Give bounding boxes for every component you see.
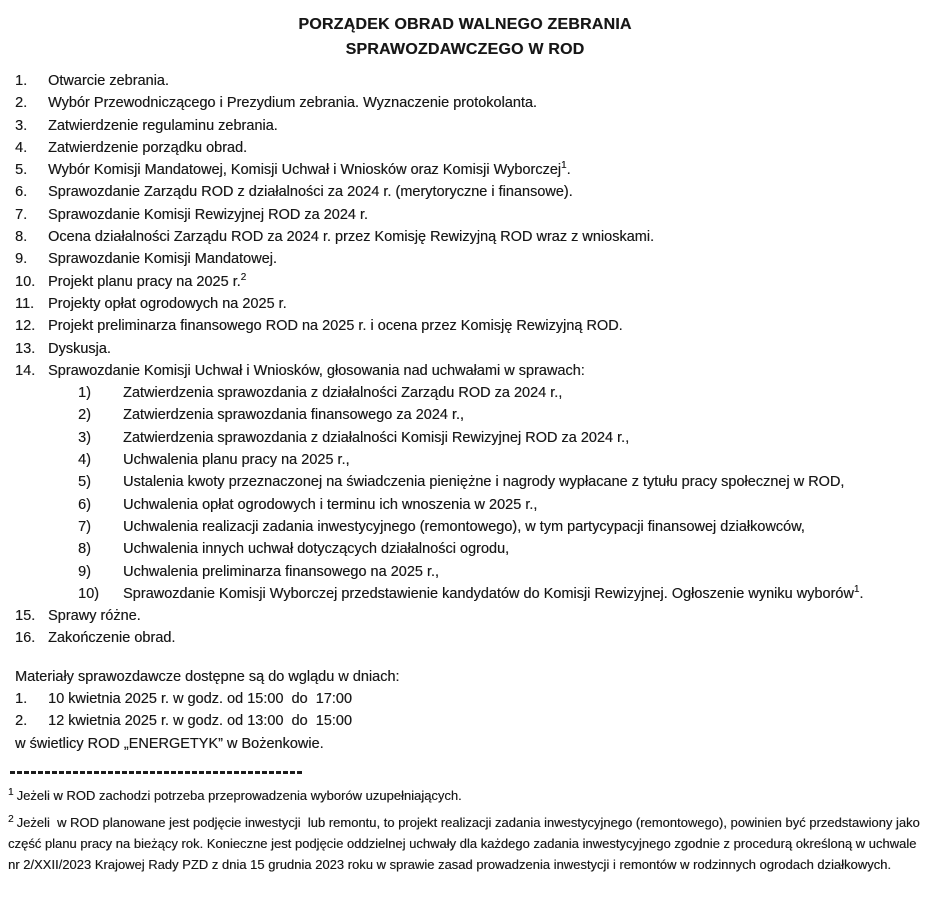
agenda-item-text bbox=[48, 293, 922, 315]
footnote bbox=[8, 785, 922, 806]
agenda-item bbox=[8, 293, 922, 315]
agenda-subitem bbox=[8, 583, 922, 605]
agenda-item-text-main: Sprawozdanie Komisji Mandatowej. bbox=[48, 251, 277, 268]
document-title-line-1: PORZĄDEK OBRAD WALNEGO ZEBRANIA bbox=[298, 16, 632, 33]
agenda-item-number: 12. bbox=[15, 318, 36, 335]
agenda-subitem bbox=[8, 382, 922, 404]
materials-dates bbox=[8, 688, 922, 733]
agenda-subitem-text bbox=[123, 583, 922, 605]
agenda-subitem-number: 1) bbox=[78, 385, 91, 402]
agenda-item-text bbox=[48, 248, 922, 270]
agenda-item-text-main: Zakończenie obrad. bbox=[48, 630, 176, 647]
agenda-item-text-main: Wybór Przewodniczącego i Prezydium zebrania. Wyznaczenie protokolanta. bbox=[48, 95, 537, 112]
agenda-item bbox=[8, 226, 922, 248]
agenda-subitem-text bbox=[123, 382, 922, 404]
footnote bbox=[8, 812, 922, 875]
agenda-item bbox=[8, 627, 922, 649]
footnote-ref: 2 bbox=[240, 271, 247, 283]
agenda-item-text-main: Zatwierdzenie porządku obrad. bbox=[48, 139, 248, 156]
agenda-item-number: 9. bbox=[15, 251, 28, 268]
agenda-item-text-main: Otwarcie zebrania. bbox=[48, 73, 169, 89]
agenda-subitem-number: 2) bbox=[78, 407, 91, 424]
agenda-subitem-text bbox=[123, 471, 922, 493]
agenda-item-number: 15. bbox=[15, 608, 36, 625]
agenda-subitem-text bbox=[123, 561, 922, 583]
agenda-subitem-text bbox=[123, 494, 922, 516]
agenda-item-text bbox=[48, 315, 922, 337]
agenda-item-text-main: Sprawozdanie Komisji Uchwał i Wniosków, głosowania nad uchwałami w sprawach: bbox=[48, 362, 585, 379]
materials-date-number: 1. bbox=[15, 691, 28, 708]
agenda-item-text bbox=[48, 137, 922, 159]
agenda-item bbox=[8, 315, 922, 337]
agenda-item bbox=[8, 181, 922, 203]
agenda-item-text-main: Projekty opłat ogrodowych na 2025 r. bbox=[48, 295, 287, 312]
agenda-item bbox=[8, 204, 922, 226]
agenda-subitem-text bbox=[123, 404, 922, 426]
materials-date bbox=[8, 710, 922, 732]
footnote-ref: 1 bbox=[853, 584, 860, 595]
agenda-item-number: 16. bbox=[15, 630, 36, 647]
agenda-item-text-main: Dyskusja. bbox=[48, 340, 111, 357]
footnote-text: Jeżeli w ROD planowane jest podjęcie inwestycji lub remontu, to projekt realizacji zadania inwestycyjnego (remontowego), powinien być przedstawiony jako część planu pracy na bieżący rok. Konieczne jest podjęcie oddzielnej uchwały dla każdego zadania inwestycyjnego zgodnie z procedurą określoną w uchwale nr 2/XXII/2023 Krajowej Rady PZD z dnia 15 grudnia 2023 roku w sprawie zasad prowadzenia inwestycji i remontów w rodzinnych ogrodach działkowych. bbox=[8, 814, 924, 872]
agenda-item-text-main: Projekt preliminarza finansowego ROD na 2025 r. i ocena przez Komisję Rewizyjną ROD. bbox=[48, 318, 623, 335]
footnote-marker: 1 bbox=[8, 786, 14, 798]
agenda-item bbox=[8, 92, 922, 114]
agenda-subitem-text-main: Sprawozdanie Komisji Wyborczej przedstawienie kandydatów do Komisji Rewizyjnej. Ogłoszenie wyniku wyborów bbox=[123, 585, 854, 602]
agenda-item-text bbox=[48, 204, 922, 226]
agenda-item-text-main: Sprawy różne. bbox=[48, 608, 141, 625]
agenda-item-text bbox=[48, 92, 922, 114]
agenda-item-number: 11. bbox=[15, 295, 35, 312]
agenda-subitem-text bbox=[123, 427, 922, 449]
agenda-item-number: 3. bbox=[15, 117, 28, 134]
agenda-subitem bbox=[8, 449, 922, 471]
footnote-text: Jeżeli w ROD zachodzi potrzeba przeprowadzenia wyborów uzupełniających. bbox=[16, 787, 462, 803]
agenda-subitem-text-tail: . bbox=[859, 585, 864, 602]
agenda-subitem bbox=[8, 427, 922, 449]
agenda-subitem-text-main: Zatwierdzenia sprawozdania z działalności Komisji Rewizyjnej ROD za 2024 r., bbox=[123, 429, 630, 446]
agenda-item-text bbox=[48, 627, 922, 649]
agenda-item-text bbox=[48, 159, 922, 181]
agenda-item bbox=[8, 360, 922, 382]
agenda-item-text-main: Ocena działalności Zarządu ROD za 2024 r. przez Komisję Rewizyjną ROD wraz z wnioskami. bbox=[48, 229, 654, 246]
agenda-item-text bbox=[48, 360, 922, 382]
materials-date-number: 2. bbox=[15, 713, 28, 730]
agenda-item-text-main: Wybór Komisji Mandatowej, Komisji Uchwał i Wniosków oraz Komisji Wyborczej bbox=[48, 162, 562, 179]
agenda-subitem-text-main: Uchwalenia innych uchwał dotyczących działalności ogrodu, bbox=[123, 541, 510, 558]
materials-date-text bbox=[48, 688, 922, 710]
agenda-subitem-text bbox=[123, 538, 922, 560]
agenda-item bbox=[8, 159, 922, 181]
agenda-item-number: 10. bbox=[15, 273, 36, 290]
agenda-subitem-text bbox=[123, 449, 922, 471]
footnote-marker: 2 bbox=[8, 813, 14, 825]
agenda-subitem-number: 4) bbox=[78, 452, 91, 469]
agenda-item-number: 13. bbox=[15, 340, 36, 357]
agenda-subitem-number: 7) bbox=[78, 518, 91, 535]
agenda-item-number: 1. bbox=[15, 73, 28, 89]
agenda-subitem-text-main: Uchwalenia preliminarza finansowego na 2025 r., bbox=[123, 563, 439, 580]
materials-date-text bbox=[48, 710, 922, 732]
agenda-item-text bbox=[48, 271, 922, 293]
agenda-item-text bbox=[48, 226, 922, 248]
agenda-subitem-number: 3) bbox=[78, 429, 91, 446]
agenda-item-number: 5. bbox=[15, 162, 28, 179]
agenda-item bbox=[8, 271, 922, 293]
agenda-subitem bbox=[8, 404, 922, 426]
agenda-subitem-number: 5) bbox=[78, 474, 91, 491]
agenda-item-text bbox=[48, 181, 922, 203]
agenda-item-text bbox=[48, 338, 922, 360]
agenda-subitem-text-main: Uchwalenia realizacji zadania inwestycyjnego (remontowego), w tym partycypacji finansowej działkowców, bbox=[123, 518, 805, 535]
agenda-item-text bbox=[48, 70, 922, 92]
agenda-item-number: 6. bbox=[15, 184, 28, 201]
footnotes-section bbox=[8, 785, 922, 875]
agenda-list bbox=[8, 70, 922, 650]
agenda-item bbox=[8, 115, 922, 137]
agenda-item bbox=[8, 137, 922, 159]
agenda-item-number: 4. bbox=[15, 139, 28, 156]
agenda-subitem-text bbox=[123, 516, 922, 538]
materials-section bbox=[8, 666, 922, 755]
agenda-subitem-number: 6) bbox=[78, 496, 91, 513]
agenda-subitem-text-main: Zatwierdzenia sprawozdania finansowego za 2024 r., bbox=[123, 407, 464, 424]
materials-date bbox=[8, 688, 922, 710]
agenda-item-text-main: Sprawozdanie Zarządu ROD z działalności za 2024 r. (merytoryczne i finansowe). bbox=[48, 184, 573, 201]
agenda-item-number: 2. bbox=[15, 95, 28, 112]
agenda-subitem-text-main: Ustalenia kwoty przeznaczonej na świadczenia pieniężne i nagrody wypłacane z tytułu pracy społecznej w ROD, bbox=[123, 474, 845, 491]
agenda-subitem bbox=[8, 516, 922, 538]
materials-location: w świetlicy ROD „ENERGETYK” w Bożenkowie. bbox=[15, 735, 324, 752]
agenda-item-text-tail: . bbox=[566, 162, 571, 179]
agenda-item-number: 7. bbox=[15, 206, 28, 223]
agenda-subitem-number: 8) bbox=[78, 541, 91, 558]
agenda-item-number: 8. bbox=[15, 229, 28, 246]
agenda-subitem-text-main: Zatwierdzenia sprawozdania z działalności Zarządu ROD za 2024 r., bbox=[123, 385, 563, 402]
agenda-item bbox=[8, 605, 922, 627]
agenda-item bbox=[8, 70, 922, 92]
agenda-subitem bbox=[8, 471, 922, 493]
agenda-subitem bbox=[8, 561, 922, 583]
agenda-subitem-number: 9) bbox=[78, 563, 91, 580]
agenda-subitem-number: 10) bbox=[78, 585, 99, 602]
agenda-item-text-main: Projekt planu pracy na 2025 r. bbox=[48, 273, 241, 290]
agenda-item-text-main: Sprawozdanie Komisji Rewizyjnej ROD za 2024 r. bbox=[48, 206, 368, 223]
materials-intro: Materiały sprawozdawcze dostępne są do wglądu w dniach: bbox=[15, 668, 400, 685]
footnote-ref: 1 bbox=[561, 160, 567, 172]
footnote-separator bbox=[10, 771, 302, 774]
agenda-subitem-text-main: Uchwalenia opłat ogrodowych i terminu ich wnoszenia w 2025 r., bbox=[123, 496, 538, 513]
materials-date-text-main: 12 kwietnia 2025 r. w godz. od 13:00 do 15:00 bbox=[48, 713, 352, 730]
agenda-subitem-text-main: Uchwalenia planu pracy na 2025 r., bbox=[123, 452, 350, 469]
agenda-item-text bbox=[48, 115, 922, 137]
agenda-item bbox=[8, 338, 922, 360]
agenda-item-text bbox=[48, 605, 922, 627]
agenda-item-number: 14. bbox=[15, 362, 36, 379]
agenda-item-text-main: Zatwierdzenie regulaminu zebrania. bbox=[48, 117, 278, 134]
document-title bbox=[8, 12, 922, 62]
agenda-item bbox=[8, 248, 922, 270]
materials-date-text-main: 10 kwietnia 2025 r. w godz. od 15:00 do 17:00 bbox=[48, 691, 352, 708]
agenda-subitem bbox=[8, 494, 922, 516]
agenda-subitem bbox=[8, 538, 922, 560]
document-title-line-2: SPRAWOZDAWCZEGO W ROD bbox=[345, 41, 585, 58]
